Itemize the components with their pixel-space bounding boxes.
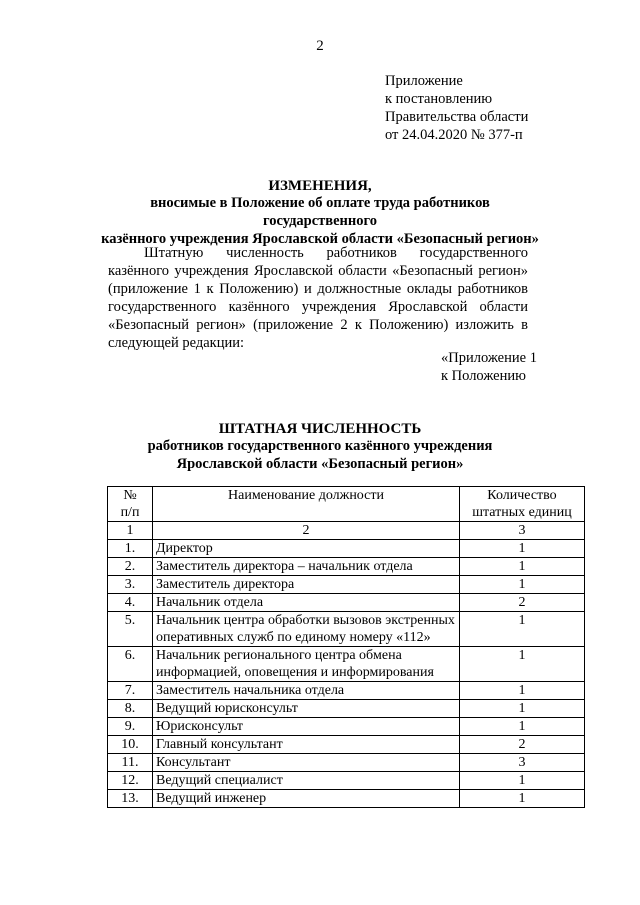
row-position-cell: Заместитель директора bbox=[153, 576, 460, 594]
appendix-line-2: к постановлению bbox=[385, 91, 493, 107]
table-row bbox=[108, 700, 585, 718]
table-row bbox=[108, 718, 585, 736]
row-number-cell: 3. bbox=[108, 576, 153, 594]
table-row bbox=[108, 558, 585, 576]
row-position-cell: Начальник центра обработки вызовов экстренных оперативных служб по единому номеру «112» bbox=[153, 612, 460, 647]
row-position-cell: Заместитель директора – начальник отдела bbox=[153, 558, 460, 576]
staffing-subtitle-line-1: работников государственного казённого учреждения bbox=[147, 438, 493, 454]
table-row bbox=[108, 576, 585, 594]
row-position-cell: Ведущий инженер bbox=[153, 790, 460, 808]
row-position-cell: Директор bbox=[153, 540, 460, 558]
row-position-cell: Ведущий специалист bbox=[153, 772, 460, 790]
row-quantity-cell: 1 bbox=[460, 700, 585, 718]
row-quantity-cell: 1 bbox=[460, 647, 585, 682]
row-quantity-cell: 1 bbox=[460, 682, 585, 700]
column-number-row bbox=[108, 522, 585, 540]
row-number-cell: 6. bbox=[108, 647, 153, 682]
annex-line-2: к Положению bbox=[441, 368, 526, 384]
row-quantity-cell: 2 bbox=[460, 736, 585, 754]
body-paragraph: Штатную численность работников государственного казённого учреждения Ярославской области «Безопасный регион» (приложение 1 к Положению) и должностные оклады работников государственного казённого учреждения Ярославской области «Безопасный регион» (приложение 2 к Положению) изложить в следующей редакции: bbox=[108, 245, 528, 351]
row-quantity-cell: 3 bbox=[460, 754, 585, 772]
row-number-cell: 13. bbox=[108, 790, 153, 808]
row-position-cell: Главный консультант bbox=[153, 736, 460, 754]
row-position-cell: Консультант bbox=[153, 754, 460, 772]
table-row bbox=[108, 754, 585, 772]
row-position-cell: Ведущий юрисконсульт bbox=[153, 700, 460, 718]
changes-subtitle-line-2: казённого учреждения Ярославской области «Безопасный регион» bbox=[101, 231, 539, 247]
table-row bbox=[108, 612, 585, 647]
appendix-reference bbox=[385, 72, 528, 144]
row-position-cell: Заместитель начальника отдела bbox=[153, 682, 460, 700]
row-quantity-cell: 2 bbox=[460, 594, 585, 612]
staffing-subtitle bbox=[0, 437, 640, 473]
row-position-cell: Юрисконсульт bbox=[153, 718, 460, 736]
row-number-cell: 4. bbox=[108, 594, 153, 612]
table-row bbox=[108, 540, 585, 558]
changes-title: ИЗМЕНЕНИЯ, bbox=[268, 178, 372, 194]
appendix-line-4: от 24.04.2020 № 377-п bbox=[385, 127, 523, 143]
annex-line-1: «Приложение 1 bbox=[441, 350, 537, 366]
header-position-cell: Наименование должности bbox=[153, 487, 460, 522]
row-quantity-cell: 1 bbox=[460, 540, 585, 558]
staffing-subtitle-line-2: Ярославской области «Безопасный регион» bbox=[176, 456, 464, 472]
appendix-line-3: Правительства области bbox=[385, 109, 529, 125]
header-number-line-2: п/п bbox=[120, 505, 140, 520]
row-quantity-cell: 1 bbox=[460, 612, 585, 647]
row-number-cell: 8. bbox=[108, 700, 153, 718]
table-row bbox=[108, 790, 585, 808]
changes-subtitle-line-1: вносимые в Положение об оплате труда работников государственного bbox=[150, 195, 490, 229]
table-row bbox=[108, 594, 585, 612]
row-number-cell: 10. bbox=[108, 736, 153, 754]
row-number-cell: 1. bbox=[108, 540, 153, 558]
row-quantity-cell: 1 bbox=[460, 772, 585, 790]
staffing-title: ШТАТНАЯ ЧИСЛЕННОСТЬ bbox=[218, 421, 422, 437]
row-number-cell: 11. bbox=[108, 754, 153, 772]
staffing-table bbox=[107, 486, 585, 808]
header-count-line-2: штатных единиц bbox=[472, 505, 572, 520]
changes-subtitle bbox=[95, 194, 545, 248]
table-row bbox=[108, 736, 585, 754]
row-position-cell: Начальник регионального центра обмена информацией, оповещения и информирования bbox=[153, 647, 460, 682]
column-number-1: 1 bbox=[108, 522, 153, 540]
row-position-cell: Начальник отдела bbox=[153, 594, 460, 612]
table-header-row bbox=[108, 487, 585, 522]
row-quantity-cell: 1 bbox=[460, 558, 585, 576]
header-number-line-1: № bbox=[123, 488, 137, 503]
row-number-cell: 7. bbox=[108, 682, 153, 700]
annex-reference bbox=[441, 349, 537, 385]
row-number-cell: 12. bbox=[108, 772, 153, 790]
row-number-cell: 9. bbox=[108, 718, 153, 736]
row-number-cell: 5. bbox=[108, 612, 153, 647]
row-number-cell: 2. bbox=[108, 558, 153, 576]
header-count-line-1: Количество bbox=[487, 488, 557, 503]
table-row bbox=[108, 682, 585, 700]
column-number-3: 3 bbox=[460, 522, 585, 540]
appendix-line-1: Приложение bbox=[385, 73, 463, 89]
table-row bbox=[108, 772, 585, 790]
page-number: 2 bbox=[316, 38, 324, 54]
row-quantity-cell: 1 bbox=[460, 576, 585, 594]
row-quantity-cell: 1 bbox=[460, 718, 585, 736]
header-count-cell bbox=[460, 487, 585, 522]
header-number-cell bbox=[108, 487, 153, 522]
row-quantity-cell: 1 bbox=[460, 790, 585, 808]
column-number-2: 2 bbox=[153, 522, 460, 540]
table-row bbox=[108, 647, 585, 682]
